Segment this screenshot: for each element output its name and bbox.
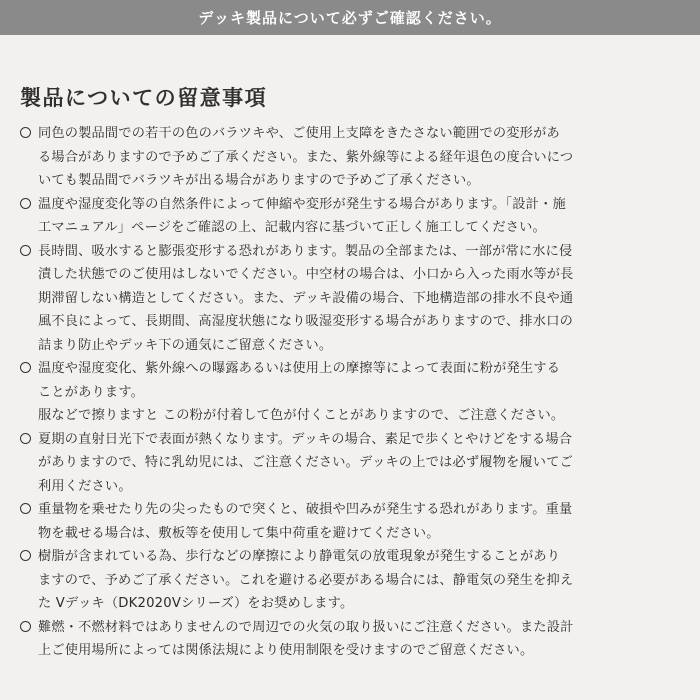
- note-item: [20, 357, 684, 428]
- notes-list: [20, 122, 684, 663]
- note-line: 樹脂が含まれている為、歩行などの摩擦により静電気の放電現象が発生することがあり: [38, 549, 561, 564]
- note-item: [20, 193, 684, 240]
- circle-bullet-icon: [20, 198, 31, 209]
- note-line: いても製品間でバラツキが出る場合がありますので予めご了承ください。: [38, 173, 480, 188]
- circle-bullet-icon: [20, 433, 31, 444]
- note-line: 風不良によって、長期間、高湿度状態になり吸湿変形する場合がありますので、排水口の: [38, 314, 573, 329]
- section-heading: 製品についての留意事項: [20, 86, 268, 110]
- note-line: 温度や湿度変化、紫外線への曝露あるいは使用上の摩擦等によって表面に粉が発生する: [38, 361, 561, 376]
- circle-bullet-icon: [20, 127, 31, 138]
- note-item: [20, 545, 684, 616]
- note-line: 漬した状態でのご使用はしないでください。中空材の場合は、小口から入った雨水等が長: [38, 267, 574, 282]
- circle-bullet-icon: [20, 550, 31, 561]
- note-line: 期滞留しない構造としてください。また、デッキ設備の場合、下地構造部の排水不良や通: [38, 290, 574, 306]
- note-line: 長時間、吸水すると膨張変形する恐れがあります。製品の全部または、一部が常に水に侵: [38, 243, 573, 259]
- note-line: 温度や湿度変化等の自然条件によって伸縮や変形が発生する場合があります。「設計・施: [38, 196, 566, 212]
- note-item: [20, 240, 684, 358]
- circle-bullet-icon: [20, 245, 31, 256]
- note-item: [20, 498, 684, 545]
- note-line: 重量物を乗せたり先の尖ったもので突くと、破損や凹みが発生する恐れがあります。重量: [38, 502, 573, 517]
- note-line: 工マニュアル」ページをご確認の上、記載内容に基づいて正しく施工してください。: [38, 220, 546, 235]
- notice-banner: [0, 0, 700, 35]
- note-line: 服などで擦りますと この粉が付着して色が付くことがありますので、ご注意ください。: [38, 408, 565, 423]
- note-line: がありますので、特に乳幼児には、ご注意ください。デッキの上では必ず履物を履いてご: [38, 455, 573, 470]
- note-item: [20, 616, 684, 663]
- note-line: る場合がありますので予めご了承ください。また、紫外線等による経年退色の度合いにつ: [38, 149, 574, 165]
- note-line: ますので、予めご了承ください。これを避ける必要がある場合には、静電気の発生を抑え: [38, 572, 574, 588]
- note-line: た Vデッキ（DK2020Vシリーズ）をお奨めします。: [38, 596, 354, 611]
- note-line: 詰まり防止やデッキ下の通気にご留意ください。: [38, 337, 333, 353]
- note-line: 難燃・不燃材料ではありませんので周辺での火気の取り扱いにご注意ください。また設計: [38, 619, 574, 635]
- note-line: 物を載せる場合は、敷板等を使用して集中荷重を避けてください。: [38, 525, 440, 541]
- circle-bullet-icon: [20, 362, 31, 373]
- circle-bullet-icon: [20, 503, 31, 514]
- note-line: ことがあります。: [38, 384, 145, 400]
- note-item: [20, 428, 684, 499]
- note-line: 夏期の直射日光下で表面が熱くなります。デッキの場合、素足で歩くとやけどをする場合: [38, 431, 573, 447]
- note-item: [20, 122, 684, 193]
- note-line: 同色の製品間での若干の色のバラツキや、ご使用上支障をきたさない範囲での変形があ: [38, 126, 560, 141]
- note-line: 上ご使用場所によっては関係法規により使用制限を受けますのでご留意ください。: [38, 643, 534, 658]
- note-line: 利用ください。: [38, 478, 132, 494]
- notice-banner-text: デッキ製品について必ずご確認ください。: [198, 9, 502, 27]
- circle-bullet-icon: [20, 621, 31, 632]
